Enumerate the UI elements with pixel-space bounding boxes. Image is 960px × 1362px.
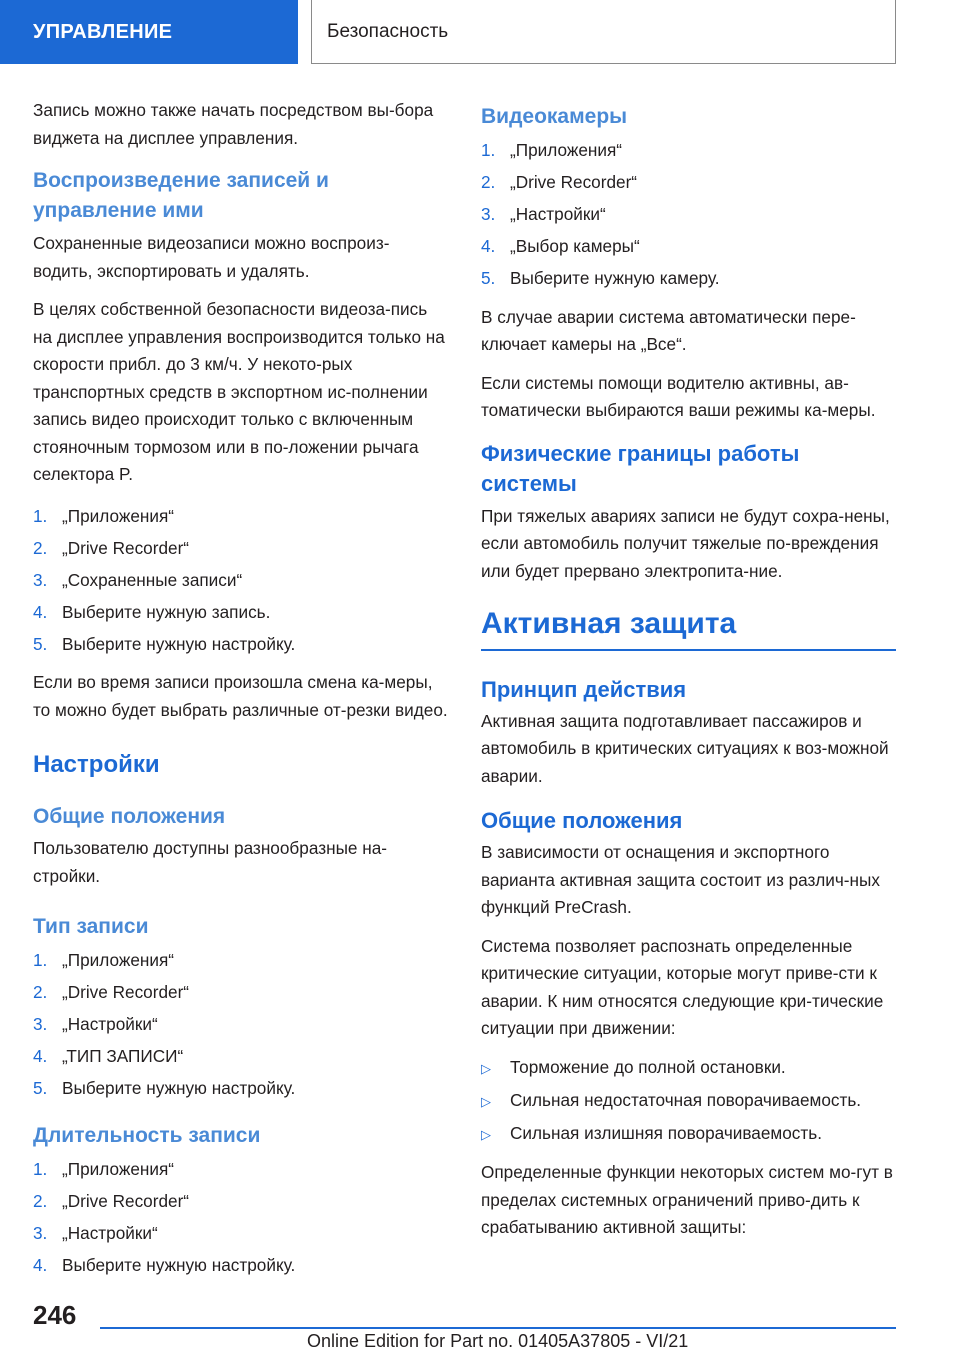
step-item xyxy=(33,1075,448,1103)
item-text: „Сохраненные записи“ xyxy=(62,569,243,590)
paragraph: Определенные функции некоторых систем мо-гут в пределах системных ограничений приво-дить к срабатыванию активной защиты: xyxy=(481,1162,893,1237)
chapter-title: УПРАВЛЕНИЕ xyxy=(33,20,173,43)
heading-general: Общие положения xyxy=(33,805,226,828)
step-number: 1. xyxy=(33,950,48,970)
step-item xyxy=(33,979,448,1007)
section-title: Безопасность xyxy=(327,20,449,42)
item-text: Выберите нужную камеру. xyxy=(510,268,720,288)
step-item xyxy=(33,535,448,563)
step-number: 4. xyxy=(33,1046,48,1066)
item-text: „ТИП ЗАПИСИ“ xyxy=(62,1046,184,1066)
triangle-bullet-icon: ▷ xyxy=(481,1126,491,1142)
item-text: „Приложения“ xyxy=(510,140,623,160)
page-number: 246 xyxy=(33,1300,77,1330)
step-number: 3. xyxy=(33,569,48,590)
heading-principle: Принцип действия xyxy=(481,676,687,702)
triangle-bullet-icon: ▷ xyxy=(481,1060,491,1076)
footer-rule xyxy=(100,1327,896,1329)
step-item xyxy=(33,1011,448,1039)
step-number: 2. xyxy=(33,1190,48,1211)
heading-cameras: Видеокамеры xyxy=(481,105,628,128)
step-number: 2. xyxy=(33,982,48,1002)
step-number: 5. xyxy=(33,1078,48,1098)
step-item xyxy=(33,1043,448,1071)
step-item xyxy=(33,599,448,627)
steps-list-playback xyxy=(33,503,448,659)
item-text: Выберите нужную настройку. xyxy=(62,633,296,654)
step-number: 2. xyxy=(33,537,48,558)
item-text: „Настройки“ xyxy=(510,204,606,224)
step-item xyxy=(33,947,448,975)
item-text: „Drive Recorder“ xyxy=(62,1190,190,1211)
bullet-item xyxy=(481,1054,896,1083)
chapter-tab xyxy=(0,0,298,64)
paragraph: Система позволяет распознать определенные критические ситуации, которые могут приве-сти к аварии. К ним относятся следующие кри-тические ситуации при движении: xyxy=(481,935,884,1038)
paragraph: Активная защита подготавливает пассажиров и автомобиль в критических ситуациях к воз-можной аварии. xyxy=(481,710,889,786)
step-number: 4. xyxy=(33,1254,48,1275)
step-item xyxy=(481,169,896,197)
heading-general: Общие положения xyxy=(481,808,683,833)
item-text: „Приложения“ xyxy=(62,1158,175,1179)
triangle-bullet-icon: ▷ xyxy=(481,1093,491,1109)
heading-physical-limits: Физические границы работы системы xyxy=(481,440,800,496)
paragraph: При тяжелых авариях записи не будут сохра-нены, если автомобиль получит тяжелые по-вреждения или будет прервано электропита-ние. xyxy=(481,505,890,581)
paragraph: Если во время записи произошла смена ка-меры, то можно будет выбрать различные от-резки видео. xyxy=(33,672,448,720)
steps-list-record-duration xyxy=(33,1156,448,1280)
step-item xyxy=(33,1252,448,1280)
step-item xyxy=(481,265,896,293)
paragraph: Если системы помощи водителю активны, ав-томатически выбираются ваши режимы ка-меры. xyxy=(481,372,876,420)
step-item xyxy=(33,1188,448,1216)
item-text: „Drive Recorder“ xyxy=(62,982,190,1002)
paragraph: В случае аварии система автоматически пере-ключает камеры на „Все“. xyxy=(481,306,856,354)
step-number: 4. xyxy=(481,236,496,256)
item-text: „Выбор камеры“ xyxy=(510,236,640,256)
heading-settings: Настройки xyxy=(33,751,160,778)
item-text: Сильная излишняя поворачиваемость. xyxy=(510,1122,823,1143)
item-text: „Drive Recorder“ xyxy=(510,172,638,192)
heading-record-duration: Длительность записи xyxy=(33,1123,261,1147)
step-number: 1. xyxy=(33,1158,48,1179)
paragraph: Запись можно также начать посредством вы-бора виджета на дисплее управления. xyxy=(33,100,434,148)
bullet-item xyxy=(481,1087,896,1116)
step-number: 2. xyxy=(481,172,496,192)
step-item xyxy=(33,503,448,531)
item-text: „Приложения“ xyxy=(62,505,175,526)
item-text: Выберите нужную настройку. xyxy=(62,1254,296,1275)
step-number: 1. xyxy=(33,505,48,526)
step-number: 3. xyxy=(33,1014,48,1034)
item-text: „Drive Recorder“ xyxy=(62,537,190,558)
paragraph: В зависимости от оснащения и экспортного варианта активная защита состоит из различ-ных функций PreCrash. xyxy=(481,842,880,917)
left-column xyxy=(33,97,448,1290)
item-text: Торможение до полной остановки. xyxy=(510,1056,786,1077)
steps-list-cameras xyxy=(481,137,896,293)
heading-playback: Воспроизведение записей и управление ими xyxy=(33,169,329,222)
step-item xyxy=(481,137,896,165)
item-text: „Настройки“ xyxy=(62,1222,158,1243)
step-number: 3. xyxy=(481,204,496,224)
bullet-list-situations xyxy=(481,1054,896,1149)
item-text: Сильная недостаточная поворачиваемость. xyxy=(510,1089,862,1110)
item-text: Выберите нужную запись. xyxy=(62,601,271,622)
item-text: „Настройки“ xyxy=(62,1014,158,1034)
bullet-item xyxy=(481,1120,896,1149)
paragraph: В целях собственной безопасности видеоза-пись на дисплее управления воспроизводится только на скорости прибл. до 3 км/ч. У некото-рых транспортных средств в экспортном ис-полнении запись видео происходит только с включенным стояночным тормозом или в по-ложении рычага селектора P. xyxy=(33,299,445,484)
item-text: Выберите нужную настройку. xyxy=(62,1078,296,1098)
step-number: 5. xyxy=(481,268,496,288)
step-number: 3. xyxy=(33,1222,48,1243)
heading-record-type: Тип записи xyxy=(33,915,149,938)
paragraph: Пользователю доступны разнообразные на-стройки. xyxy=(33,838,388,886)
section-header xyxy=(311,0,896,64)
step-item xyxy=(481,233,896,261)
right-column xyxy=(481,102,896,1253)
step-item xyxy=(33,1220,448,1248)
steps-list-record-type xyxy=(33,947,448,1103)
heading-rule xyxy=(481,649,896,651)
paragraph: Сохраненные видеозаписи можно воспроиз-водить, экспортировать и удалять. xyxy=(33,233,390,281)
step-item xyxy=(33,567,448,595)
step-item xyxy=(481,201,896,229)
step-number: 5. xyxy=(33,633,48,654)
item-text: „Приложения“ xyxy=(62,950,175,970)
step-item xyxy=(33,1156,448,1184)
step-number: 1. xyxy=(481,140,496,160)
edition-info: Online Edition for Part no. 01405A37805 - VI/21 xyxy=(307,1331,689,1351)
step-number: 4. xyxy=(33,601,48,622)
step-item xyxy=(33,631,448,659)
heading-active-protection: Активная защита xyxy=(481,607,737,640)
